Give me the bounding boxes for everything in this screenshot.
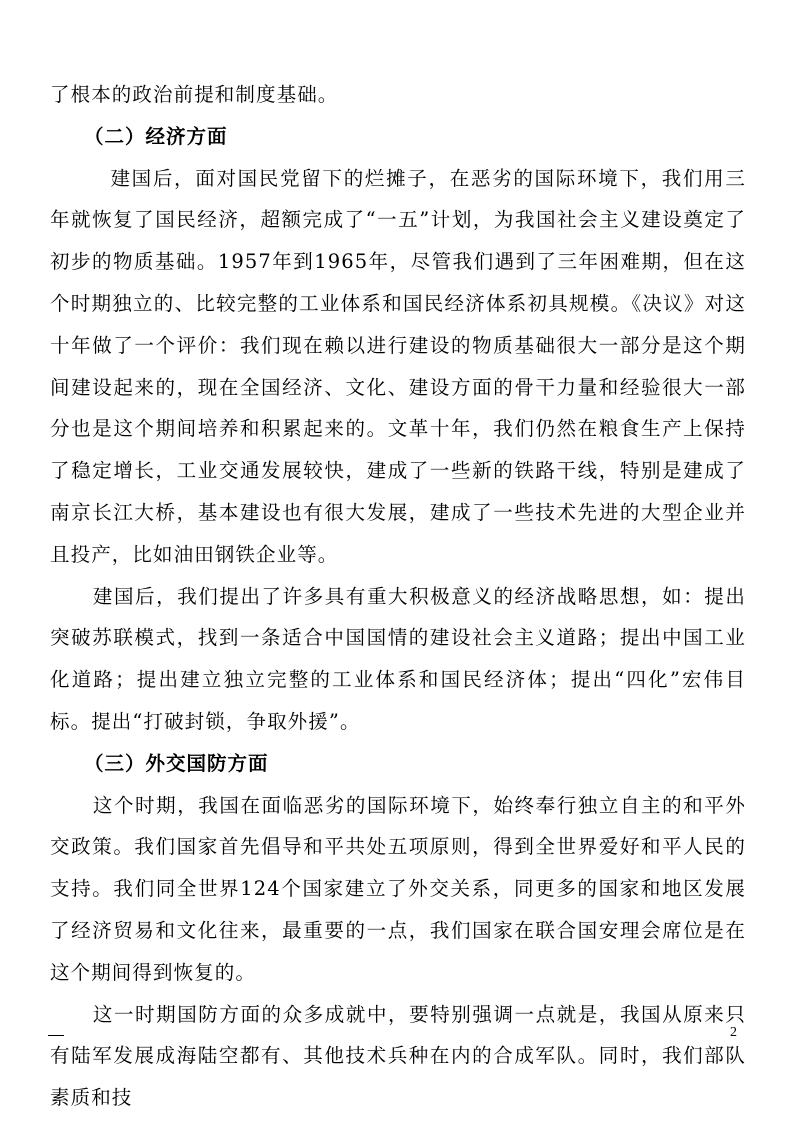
- page-body: [50, 74, 746, 1119]
- paragraph-economic-strategy: 建国后，我们提出了许多具有重大积极意义的经济战略思想，如：提出突破苏联模式，找到一条适合中国国情的建设社会主义道路；提出中国工业化道路；提出建立独立完整的工业体系和国民经济体；提出“四化”宏伟目标。提出“打破封锁，争取外援”。: [50, 584, 746, 733]
- footer-dash: [48, 1035, 64, 1036]
- page-number: 2: [730, 1025, 737, 1040]
- paragraph-continuation: 了根本的政治前提和制度基础。: [50, 83, 339, 106]
- section-heading-diplomacy-defense: （三）外交国防方面: [84, 751, 269, 775]
- paragraph-diplomacy: 这个时期，我国在面临恶劣的国际环境下，始终奉行独立自主的和平外交政策。我们国家首先倡导和平共处五项原则，得到全世界爱好和平人民的支持。我们同全世界124个国家建立了外交关系，同更多的国家和地区发展了经济贸易和文化往来，最重要的一点，我们国家在联合国安理会席位是在这个期间得到恢复的。: [50, 793, 746, 984]
- paragraph-economy-recovery: 建国后，面对国民党留下的烂摊子，在恶劣的国际环境下，我们用三年就恢复了国民经济，超额完成了“一五”计划，为我国社会主义建设奠定了初步的物质基础。1957年到1965年，尽管我们遇到了三年困难期，但在这个时期独立的、比较完整的工业体系和国民经济体系初具规模。《决议》对这十年做了一个评价：我们现在赖以进行建设的物质基础很大一部分是这个期间建设起来的，现在全国经济、文化、建设方面的骨干力量和经验很大一部分也是这个期间培养和积累起来的。文革十年，我们仍然在粮食生产上保持了稳定增长，工业交通发展较快，建成了一些新的铁路干线，特别是建成了南京长江大桥，基本建设也有很大发展，建成了一些技术先进的大型企业并且投产，比如油田钢铁企业等。: [50, 166, 746, 566]
- section-heading-economy: （二）经济方面: [84, 124, 228, 148]
- paragraph-defense: 这一时期国防方面的众多成就中，要特别强调一点就是，我国从原来只有陆军发展成海陆空都有、其他技术兵种在内的合成军队。同时，我们部队素质和技: [50, 1002, 746, 1110]
